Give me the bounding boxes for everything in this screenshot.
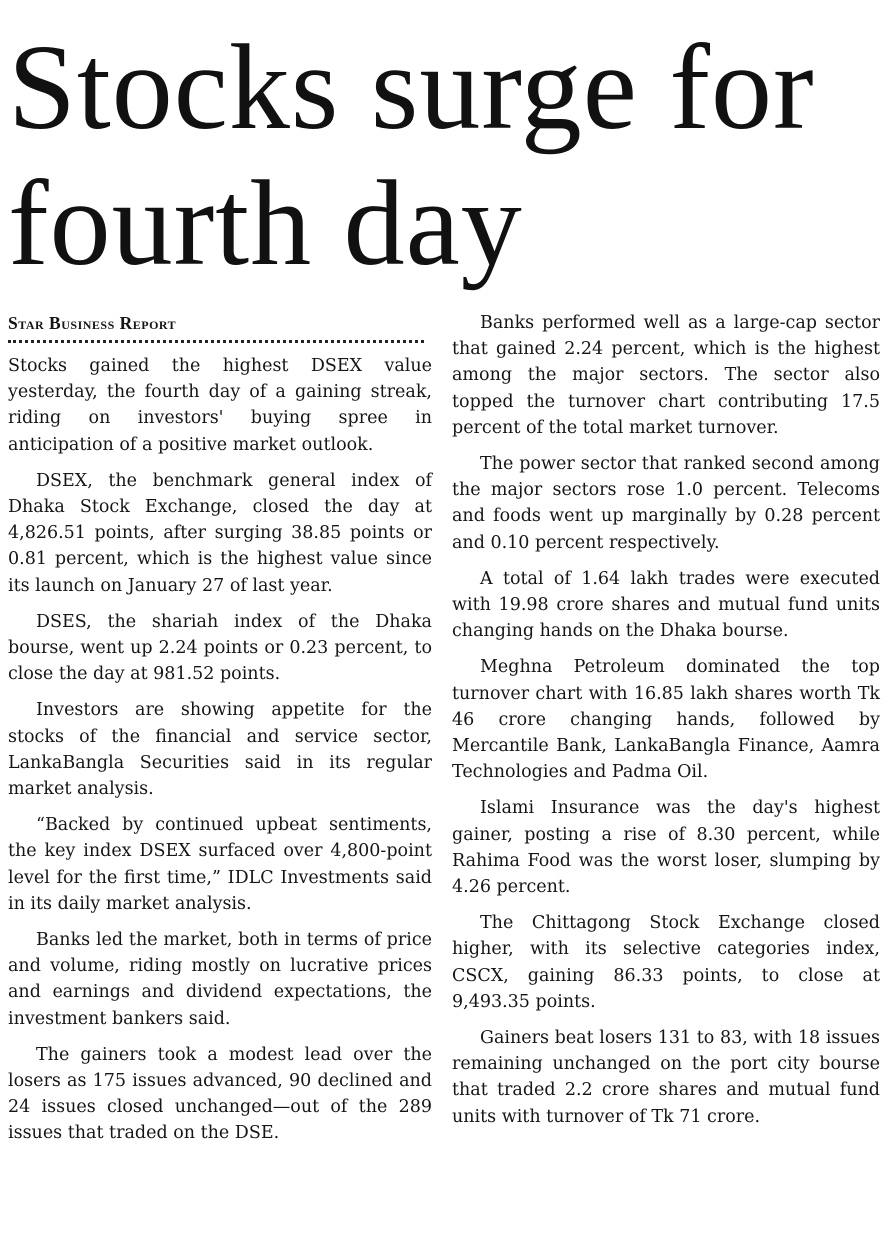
paragraph: Banks performed well as a large-cap sector that gained 2.24 percent, which is the highest among the major sectors. The sector also topped the turnover chart contributing 17.5 percent of the total market turnover. bbox=[452, 313, 880, 438]
paragraph: Stocks gained the highest DSEX value yesterday, the fourth day of a gaining streak, riding on investors' buying spree in anticipation of a positive market outlook. bbox=[8, 356, 432, 455]
paragraph: The gainers took a modest lead over the losers as 175 issues advanced, 90 declined and 24 issues closed unchanged—out of the 289 issues that traded on the DSE. bbox=[8, 1044, 432, 1144]
headline-line-2: fourth day bbox=[8, 156, 523, 291]
article-column-right bbox=[452, 310, 880, 1140]
paragraph: Banks led the market, both in terms of price and volume, riding mostly on lucrative prices and earnings and dividend expectations, the investment bankers said. bbox=[8, 930, 432, 1029]
paragraph: Gainers beat losers 131 to 83, with 18 issues remaining unchanged on the port city bourse that traded 2.2 crore shares and mutual fund units with turnover of Tk 71 crore. bbox=[452, 1028, 880, 1127]
paragraph: A total of 1.64 lakh trades were executed with 19.98 crore shares and mutual fund units changing hands on the Dhaka bourse. bbox=[452, 568, 880, 642]
byline: Star Business Report bbox=[8, 313, 177, 333]
paragraph: Investors are showing appetite for the stocks of the financial and service sector, LankaBangla Securities said in its regular market analysis. bbox=[8, 700, 432, 800]
paragraph: The Chittagong Stock Exchange closed higher, with its selective categories index, CSCX, gaining 86.33 points, to close at 9,493.35 points. bbox=[452, 913, 880, 1012]
headline bbox=[8, 20, 880, 292]
headline-line-1: Stocks surge for bbox=[8, 20, 815, 155]
paragraph: Meghna Petroleum dominated the top turnover chart with 16.85 lakh shares worth Tk 46 crore changing hands, followed by Mercantile Bank, LankaBangla Finance, Aamra Technologies and Padma Oil. bbox=[452, 657, 880, 783]
paragraph: Islami Insurance was the day's highest gainer, posting a rise of 8.30 percent, while Rahima Food was the worst loser, slumping by 4.26 percent. bbox=[452, 798, 880, 898]
paragraph: DSES, the shariah index of the Dhaka bourse, went up 2.24 points or 0.23 percent, to close the day at 981.52 points. bbox=[8, 611, 432, 685]
dotted-divider bbox=[8, 340, 424, 343]
paragraph: The power sector that ranked second among the major sectors rose 1.0 percent. Telecoms and foods went up marginally by 0.28 percent and 0.10 percent respectively. bbox=[452, 454, 880, 553]
paragraph: “Backed by continued upbeat sentiments, the key index DSEX surfaced over 4,800-point level for the first time,” IDLC Investments said in its daily market analysis. bbox=[8, 815, 432, 914]
paragraph: DSEX, the benchmark general index of Dhaka Stock Exchange, closed the day at 4,826.51 points, after surging 38.85 points or 0.81 percent, which is the highest value since its launch on January 27 of last year. bbox=[8, 470, 432, 596]
article-column-left bbox=[8, 310, 432, 1157]
